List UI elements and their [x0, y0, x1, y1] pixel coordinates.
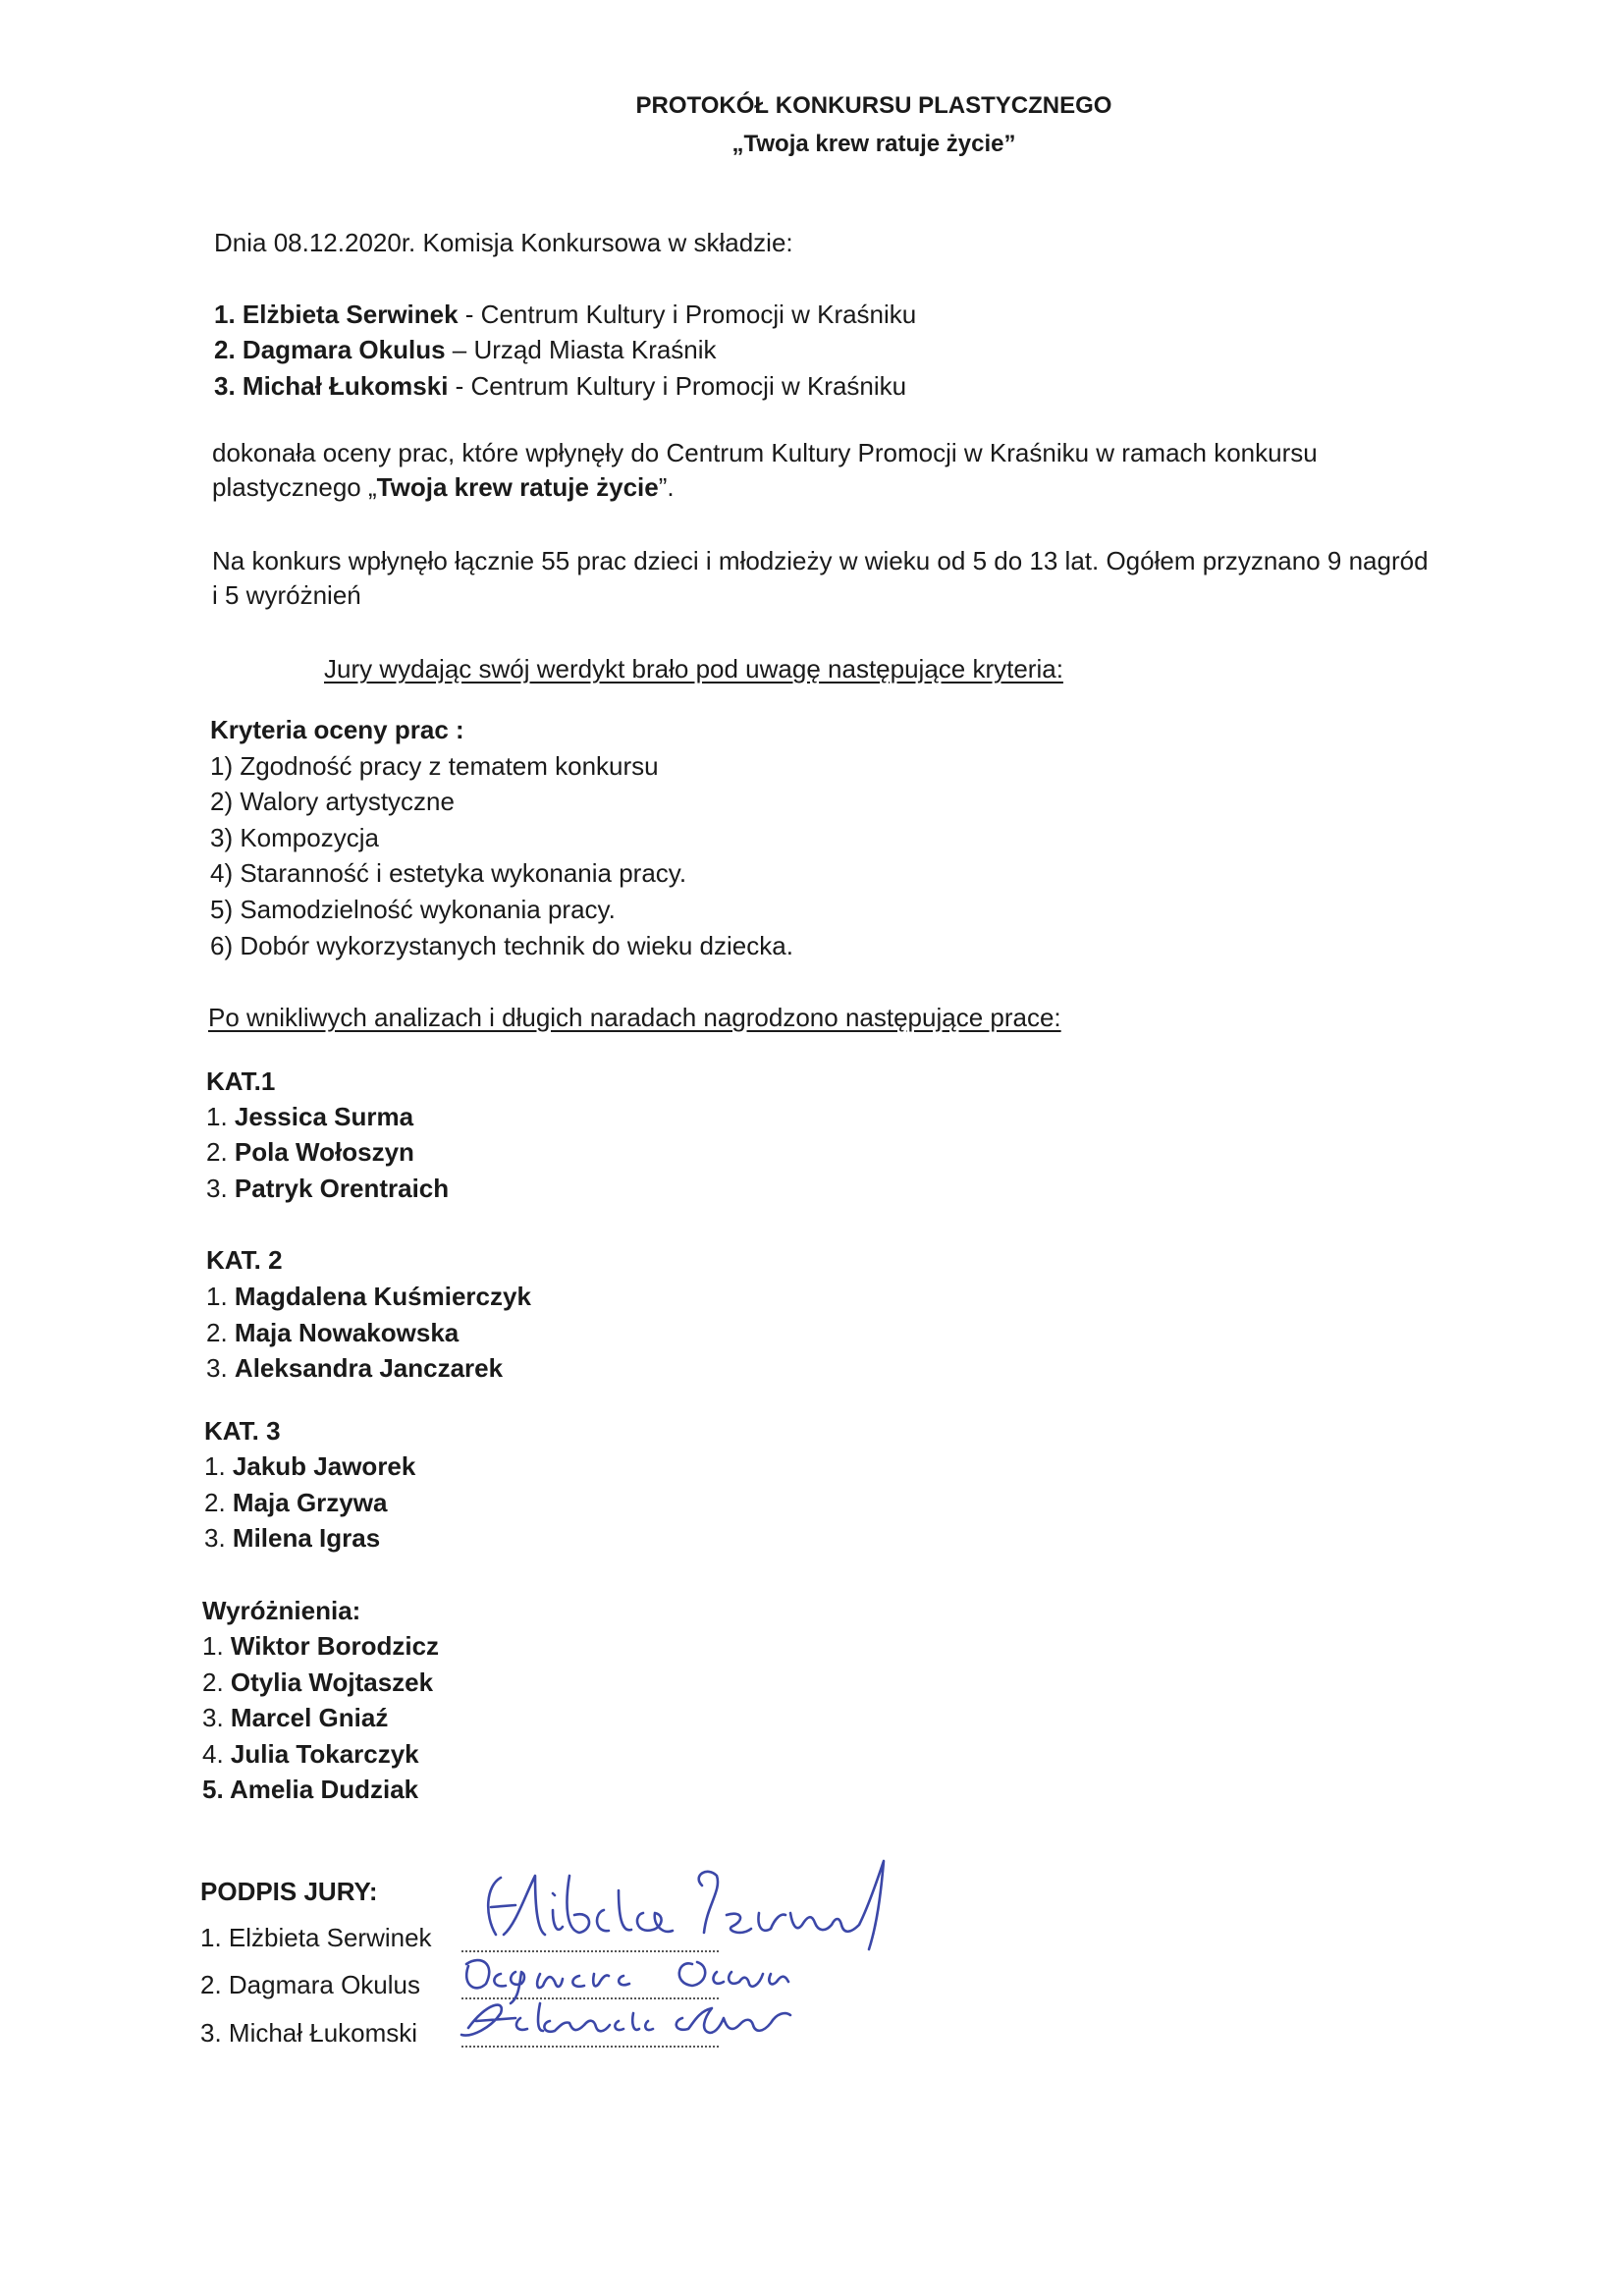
signatory-name: 1. Elżbieta Serwinek — [200, 1923, 432, 1952]
criteria-item: 6) Dobór wykorzystanych technik do wieku dziecka. — [210, 931, 793, 960]
distinction-name: Marcel Gniaź — [230, 1703, 389, 1732]
winner-number: 3. — [206, 1174, 228, 1203]
results-intro: Po wnikliwych analizach i długich naradach nagrodzono następujące prace: — [208, 1003, 1061, 1032]
member-affiliation: - Centrum Kultury i Promocji w Kraśniku — [448, 371, 907, 401]
paragraph-text: ”. — [658, 472, 675, 502]
winner-item — [204, 1488, 387, 1518]
distinction-item — [202, 1775, 418, 1805]
member-name: Dagmara Okulus — [242, 335, 446, 364]
winner-item — [206, 1318, 459, 1348]
winner-name: Pola Wołoszyn — [234, 1137, 414, 1167]
document-subtitle: „Twoja krew ratuje życie” — [731, 131, 1016, 157]
winner-number: 1. — [206, 1282, 228, 1311]
category-label: KAT.1 — [206, 1066, 276, 1096]
distinction-name: Julia Tokarczyk — [230, 1739, 419, 1769]
signature-2-stroke — [466, 1960, 629, 2003]
paragraph-evaluation-line1: dokonała oceny prac, które wpłynęły do Centrum Kultury Promocji w Kraśniku w ramach konkursu — [212, 438, 1318, 467]
winner-name: Maja Grzywa — [232, 1488, 388, 1517]
winner-item — [204, 1523, 380, 1554]
signature-3-stroke — [461, 2003, 653, 2036]
signatory-name: 3. Michał Łukomski — [200, 2018, 418, 2048]
winner-number: 2. — [204, 1488, 226, 1517]
distinction-number: 4. — [202, 1739, 224, 1769]
category-label: KAT. 2 — [206, 1245, 283, 1275]
winner-item — [206, 1174, 449, 1204]
distinction-name: Wiktor Borodzicz — [230, 1631, 440, 1661]
member-number: 1. — [214, 300, 236, 329]
winner-name: Jakub Jaworek — [232, 1451, 416, 1481]
paragraph-text: plastycznego „ — [212, 472, 377, 502]
winner-number: 1. — [206, 1102, 228, 1131]
winner-number: 2. — [206, 1318, 228, 1347]
jury-note: Jury wydając swój werdykt brało pod uwagę następujące kryteria: — [324, 654, 1063, 683]
date-line: Dnia 08.12.2020r. Komisja Konkursowa w składzie: — [214, 228, 793, 257]
commission-member — [214, 371, 906, 402]
winner-name: Milena Igras — [232, 1523, 381, 1553]
signatures-heading: PODPIS JURY: — [200, 1877, 378, 1906]
winner-item — [204, 1451, 415, 1482]
distinctions-label: Wyróżnienia: — [202, 1596, 361, 1625]
distinction-item — [202, 1703, 388, 1733]
criteria-item: 5) Samodzielność wykonania pracy. — [210, 895, 616, 924]
winner-number: 3. — [206, 1353, 228, 1383]
distinction-item — [202, 1667, 433, 1698]
member-number: 3. — [214, 371, 236, 401]
category-label: KAT. 3 — [204, 1416, 281, 1446]
winner-name: Patryk Orentraich — [234, 1174, 450, 1203]
commission-member — [214, 335, 717, 365]
signature-1-stroke — [488, 1876, 673, 1935]
distinction-item — [202, 1739, 419, 1770]
winner-name: Maja Nowakowska — [234, 1318, 460, 1347]
distinction-number: 3. — [202, 1703, 224, 1732]
member-number: 2. — [214, 335, 236, 364]
distinction-name: Otylia Wojtaszek — [230, 1667, 434, 1697]
handwritten-signatures — [447, 1856, 938, 2052]
winner-item — [206, 1353, 503, 1384]
distinction-number: 1. — [202, 1631, 224, 1661]
winner-name: Aleksandra Janczarek — [234, 1353, 504, 1383]
signatory-name: 2. Dagmara Okulus — [200, 1970, 420, 1999]
member-name: Michał Łukomski — [242, 371, 449, 401]
contest-name: Twoja krew ratuje życie — [376, 472, 659, 502]
signature-2-stroke — [679, 1962, 788, 1987]
member-affiliation: – Urząd Miasta Kraśnik — [445, 335, 717, 364]
criteria-item: 2) Walory artystyczne — [210, 787, 455, 816]
winner-number: 2. — [206, 1137, 228, 1167]
winner-name: Jessica Surma — [234, 1102, 414, 1131]
signature-3-stroke — [676, 2008, 790, 2033]
signature-1-stroke — [699, 1861, 884, 1949]
criteria-item: 3) Kompozycja — [210, 823, 379, 852]
paragraph-submissions-line1: Na konkurs wpłynęło łącznie 55 prac dzieci i młodzieży w wieku od 5 do 13 lat. Ogółem przyznano 9 nagród — [212, 546, 1429, 575]
criteria-item: 1) Zgodność pracy z tematem konkursu — [210, 751, 659, 781]
winner-item — [206, 1102, 413, 1132]
distinction-name: Amelia Dudziak — [229, 1775, 419, 1804]
member-affiliation: - Centrum Kultury i Promocji w Kraśniku — [458, 300, 917, 329]
distinction-number: 2. — [202, 1667, 224, 1697]
winner-number: 3. — [204, 1523, 226, 1553]
criteria-item: 4) Staranność i estetyka wykonania pracy. — [210, 858, 687, 888]
winner-item — [206, 1137, 414, 1168]
paragraph-evaluation-line2 — [212, 472, 675, 503]
distinction-item — [202, 1631, 439, 1662]
commission-member — [214, 300, 916, 330]
document-title: PROTOKÓŁ KONKURSU PLASTYCZNEGO — [635, 92, 1112, 119]
criteria-heading: Kryteria oceny prac : — [210, 715, 464, 744]
winner-name: Magdalena Kuśmierczyk — [234, 1282, 531, 1311]
winner-number: 1. — [204, 1451, 226, 1481]
distinction-number: 5. — [202, 1775, 224, 1804]
paragraph-submissions-line2: i 5 wyróżnień — [212, 580, 361, 610]
winner-item — [206, 1282, 531, 1312]
member-name: Elżbieta Serwinek — [242, 300, 459, 329]
